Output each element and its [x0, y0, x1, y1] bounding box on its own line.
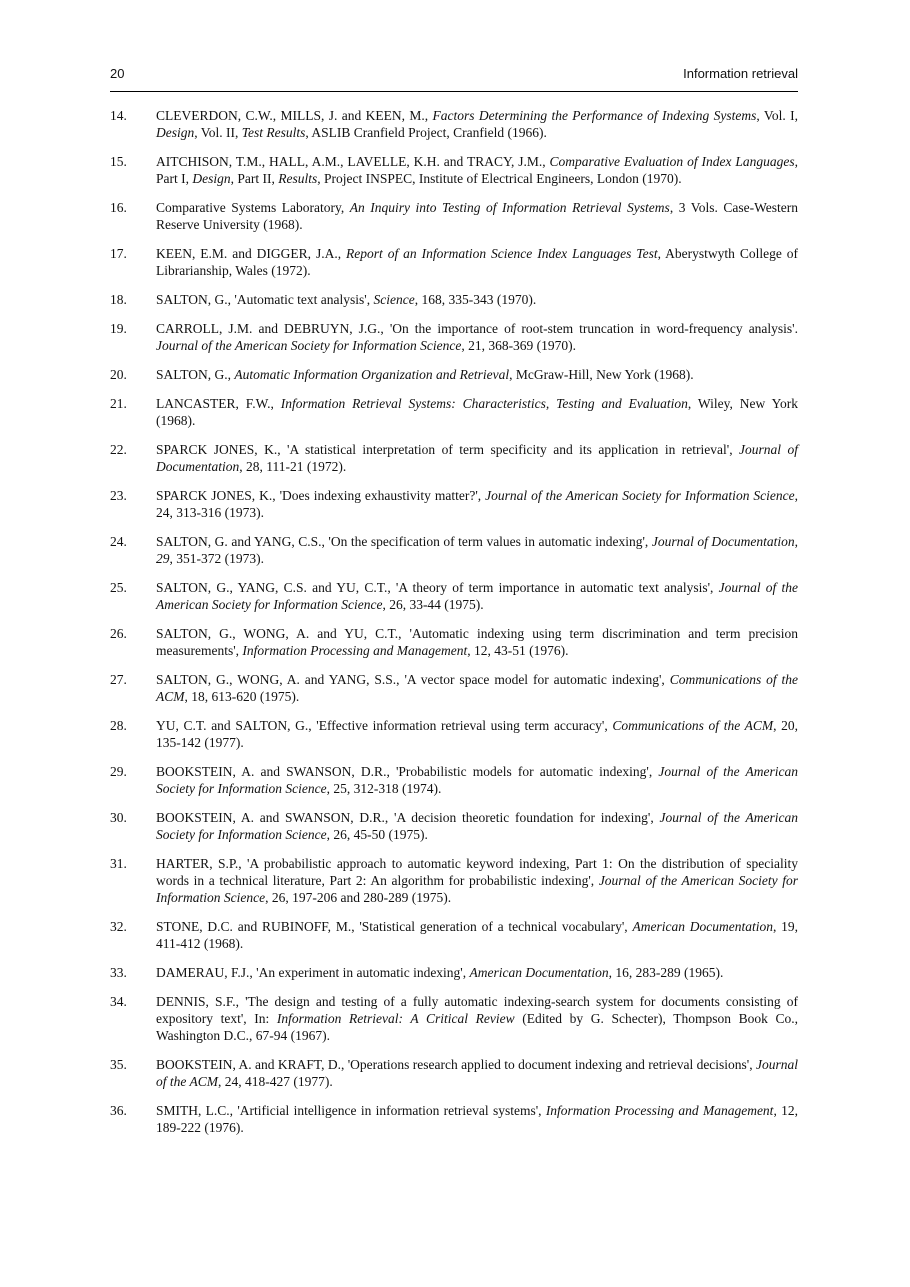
reference-text-segment: , 351-372 (1973). — [169, 551, 264, 566]
reference-text — [156, 245, 798, 279]
reference-number: 32. — [110, 919, 127, 934]
reference-title-italic: American Documentation — [469, 965, 609, 980]
reference-text — [156, 107, 798, 141]
reference-text-segment: AITCHISON, T.M., HALL, A.M., LAVELLE, K.H. and TRACY, J.M., — [156, 154, 550, 169]
reference-text — [156, 993, 798, 1044]
reference-item — [110, 441, 798, 475]
reference-text-segment: SALTON, G., — [156, 367, 235, 382]
reference-text-segment: LANCASTER, F.W., — [156, 396, 281, 411]
reference-number: 24. — [110, 534, 127, 549]
reference-text-segment: , — [794, 534, 798, 549]
reference-number: 19. — [110, 321, 127, 336]
reference-text — [156, 964, 798, 981]
reference-text-segment: SALTON, G., WONG, A. and YU, C.T., 'Automatic indexing using term discrimination and term precision measurements', — [156, 626, 798, 658]
reference-text-segment: , 19, 411-412 (1968). — [156, 919, 799, 951]
reference-text-segment: CLEVERDON, C.W., MILLS, J. and KEEN, M., — [156, 108, 433, 123]
header-rule — [110, 91, 798, 92]
reference-text-segment: , 26, 33-44 (1975). — [382, 597, 484, 612]
reference-text-segment: , 18, 613-620 (1975). — [184, 689, 300, 704]
reference-text-segment: HARTER, S.P., 'A probabilistic approach to automatic keyword indexing, Part 1: On the distribution of speciality words in a technical literature, Part 2: An algorithm for probabilistic indexing', — [156, 856, 798, 888]
reference-item — [110, 107, 798, 141]
reference-number: 23. — [110, 488, 127, 503]
reference-text-segment: , 12, 189-222 (1976). — [156, 1103, 798, 1135]
reference-title-italic: Science — [373, 292, 415, 307]
reference-number: 28. — [110, 718, 127, 733]
reference-title-italic: Journal of the American Society for Information Science — [156, 338, 462, 353]
reference-text-segment: SPARCK JONES, K., 'A statistical interpretation of term specificity and its application in retrieval', — [156, 442, 740, 457]
reference-text — [156, 533, 798, 567]
reference-text-segment: , McGraw-Hill, New York (1968). — [509, 367, 694, 382]
reference-text-segment: , 28, 111-21 (1972). — [239, 459, 347, 474]
reference-text-segment: , Part I, — [156, 154, 798, 186]
reference-text-segment: KEEN, E.M. and DIGGER, J.A., — [156, 246, 347, 261]
reference-number: 14. — [110, 108, 127, 123]
reference-title-italic: Journal of the ACM — [156, 1057, 798, 1089]
reference-item — [110, 671, 798, 705]
reference-title-italic: American Documentation — [632, 919, 773, 934]
reference-text-segment: , 20, 135-142 (1977). — [156, 718, 799, 750]
reference-text-segment: CARROLL, J.M. and DEBRUYN, J.G., 'On the importance of root-stem truncation in word-frequency analysis'. — [156, 321, 798, 336]
reference-text — [156, 579, 798, 613]
reference-text — [156, 291, 798, 308]
reference-item — [110, 153, 798, 187]
reference-title-italic: Communications of the ACM — [156, 672, 799, 704]
reference-item — [110, 717, 798, 751]
reference-text-segment: , 21, 368-369 (1970). — [461, 338, 577, 353]
reference-number: 35. — [110, 1057, 127, 1072]
reference-title-italic: Design — [156, 125, 195, 140]
reference-text-segment: , Part II, — [230, 171, 279, 186]
reference-number: 25. — [110, 580, 127, 595]
reference-text — [156, 441, 798, 475]
reference-text-segment: , ASLIB Cranfield Project, Cranfield (1966). — [305, 125, 547, 140]
reference-title-italic: Report of an Information Science Index Languages Test — [346, 246, 658, 261]
reference-text — [156, 153, 798, 187]
reference-text-segment: STONE, D.C. and RUBINOFF, M., 'Statistical generation of a technical vocabulary', — [156, 919, 633, 934]
reference-text — [156, 717, 798, 751]
reference-title-italic: Factors Determining the Performance of Indexing Systems — [432, 108, 757, 123]
reference-item — [110, 964, 798, 981]
reference-text — [156, 1102, 798, 1136]
reference-text-segment: , Vol. I, — [756, 108, 799, 123]
reference-title-italic: Comparative Evaluation of Index Languages — [549, 154, 795, 169]
reference-text-segment: SALTON, G., 'Automatic text analysis', — [156, 292, 374, 307]
running-title: Information retrieval — [683, 66, 798, 81]
reference-text-segment: (Edited by G. Schecter), Thompson Book Co., Washington D.C., 67-94 (1967). — [156, 1011, 798, 1043]
page-number: 20 — [110, 66, 125, 81]
reference-title-italic: Journal of the American Society for Information Science — [156, 873, 798, 905]
reference-title-italic: An Inquiry into Testing of Information Retrieval Systems — [349, 200, 670, 215]
reference-number: 29. — [110, 764, 127, 779]
reference-item — [110, 763, 798, 797]
reference-text — [156, 366, 798, 383]
reference-number: 22. — [110, 442, 127, 457]
reference-text-segment: BOOKSTEIN, A. and KRAFT, D., 'Operations research applied to document indexing and retrieval decisions', — [156, 1057, 756, 1072]
reference-title-italic: Information Retrieval: A Critical Review — [276, 1011, 515, 1026]
reference-title-italic: 29 — [156, 551, 170, 566]
reference-number: 36. — [110, 1103, 127, 1118]
reference-title-italic: Communications of the ACM — [612, 718, 774, 733]
reference-title-italic: Journal of the American Society for Information Science — [485, 488, 795, 503]
reference-text-segment: , 12, 43-51 (1976). — [467, 643, 569, 658]
reference-item — [110, 533, 798, 567]
reference-title-italic: Information Processing and Management — [545, 1103, 774, 1118]
reference-item — [110, 487, 798, 521]
reference-text-segment: YU, C.T. and SALTON, G., 'Effective information retrieval using term accuracy', — [156, 718, 613, 733]
reference-text — [156, 487, 798, 521]
reference-item — [110, 245, 798, 279]
reference-text-segment: , Vol. II, — [194, 125, 242, 140]
reference-number: 27. — [110, 672, 127, 687]
reference-item — [110, 199, 798, 233]
reference-item — [110, 918, 798, 952]
reference-text-segment: , 16, 283-289 (1965). — [608, 965, 724, 980]
reference-text-segment: , 3 Vols. Case-Western Reserve University (1968). — [156, 200, 798, 232]
reference-item — [110, 366, 798, 383]
reference-item — [110, 625, 798, 659]
reference-number: 16. — [110, 200, 127, 215]
reference-text — [156, 763, 798, 797]
reference-text — [156, 918, 798, 952]
reference-title-italic: Results — [278, 171, 318, 186]
reference-text-segment: SPARCK JONES, K., 'Does indexing exhaustivity matter?', — [156, 488, 486, 503]
reference-item — [110, 855, 798, 906]
reference-text-segment: , 26, 45-50 (1975). — [326, 827, 428, 842]
reference-text — [156, 1056, 798, 1090]
reference-text-segment: Comparative Systems Laboratory, — [156, 200, 350, 215]
reference-number: 21. — [110, 396, 127, 411]
reference-text-segment: DAMERAU, F.J., 'An experiment in automatic indexing', — [156, 965, 470, 980]
reference-number: 34. — [110, 994, 127, 1009]
reference-text-segment: SALTON, G., YANG, C.S. and YU, C.T., 'A theory of term importance in automatic text analysis', — [156, 580, 719, 595]
reference-text — [156, 855, 798, 906]
reference-item — [110, 291, 798, 308]
reference-title-italic: Journal of the American Society for Information Science — [156, 810, 798, 842]
reference-text — [156, 625, 798, 659]
reference-text-segment: BOOKSTEIN, A. and SWANSON, D.R., 'A decision theoretic foundation for indexing', — [156, 810, 660, 825]
reference-title-italic: Information Retrieval Systems: Characteristics, Testing and Evaluation — [280, 396, 688, 411]
reference-title-italic: Information Processing and Management — [242, 643, 468, 658]
reference-title-italic: Test Results — [241, 125, 306, 140]
reference-number: 33. — [110, 965, 127, 980]
reference-item — [110, 579, 798, 613]
reference-title-italic: Journal of Documentation — [651, 534, 795, 549]
reference-text — [156, 809, 798, 843]
reference-text — [156, 199, 798, 233]
reference-list — [110, 107, 798, 1148]
reference-text-segment: , Aberystwyth College of Librarianship, Wales (1972). — [156, 246, 798, 278]
reference-text-segment: , 26, 197-206 and 280-289 (1975). — [265, 890, 452, 905]
reference-number: 15. — [110, 154, 127, 169]
reference-number: 30. — [110, 810, 127, 825]
reference-number: 17. — [110, 246, 127, 261]
reference-item — [110, 1102, 798, 1136]
reference-title-italic: Automatic Information Organization and Retrieval — [234, 367, 510, 382]
reference-text — [156, 320, 798, 354]
reference-item — [110, 395, 798, 429]
reference-item — [110, 993, 798, 1044]
reference-text-segment: SALTON, G. and YANG, C.S., 'On the specification of term values in automatic indexing', — [156, 534, 652, 549]
reference-text — [156, 395, 798, 429]
reference-text-segment: SALTON, G., WONG, A. and YANG, S.S., 'A vector space model for automatic indexing', — [156, 672, 670, 687]
reference-number: 18. — [110, 292, 127, 307]
reference-item — [110, 809, 798, 843]
reference-number: 20. — [110, 367, 127, 382]
reference-text-segment: , 168, 335-343 (1970). — [414, 292, 537, 307]
reference-title-italic: Journal of the American Society for Information Science — [156, 764, 799, 796]
reference-text-segment: BOOKSTEIN, A. and SWANSON, D.R., 'Probabilistic models for automatic indexing', — [156, 764, 659, 779]
reference-text-segment: , 24, 418-427 (1977). — [218, 1074, 333, 1089]
reference-text-segment: , 25, 312-318 (1974). — [326, 781, 442, 796]
reference-title-italic: Design — [192, 171, 231, 186]
reference-number: 31. — [110, 856, 127, 871]
reference-text-segment: , Project INSPEC, Institute of Electrical Engineers, London (1970). — [317, 171, 682, 186]
reference-title-italic: Journal of Documentation — [156, 442, 798, 474]
reference-item — [110, 1056, 798, 1090]
reference-item — [110, 320, 798, 354]
reference-text-segment: SMITH, L.C., 'Artificial intelligence in information retrieval systems', — [156, 1103, 546, 1118]
reference-text-segment: , Wiley, New York (1968). — [156, 396, 798, 428]
reference-title-italic: Journal of the American Society for Information Science — [156, 580, 798, 612]
reference-text-segment: DENNIS, S.F., 'The design and testing of a fully automatic indexing-search system for documents consisting of expository text', In: — [156, 994, 798, 1026]
reference-number: 26. — [110, 626, 127, 641]
page-header — [110, 66, 798, 86]
reference-text-segment: , 24, 313-316 (1973). — [156, 488, 799, 520]
reference-text — [156, 671, 798, 705]
